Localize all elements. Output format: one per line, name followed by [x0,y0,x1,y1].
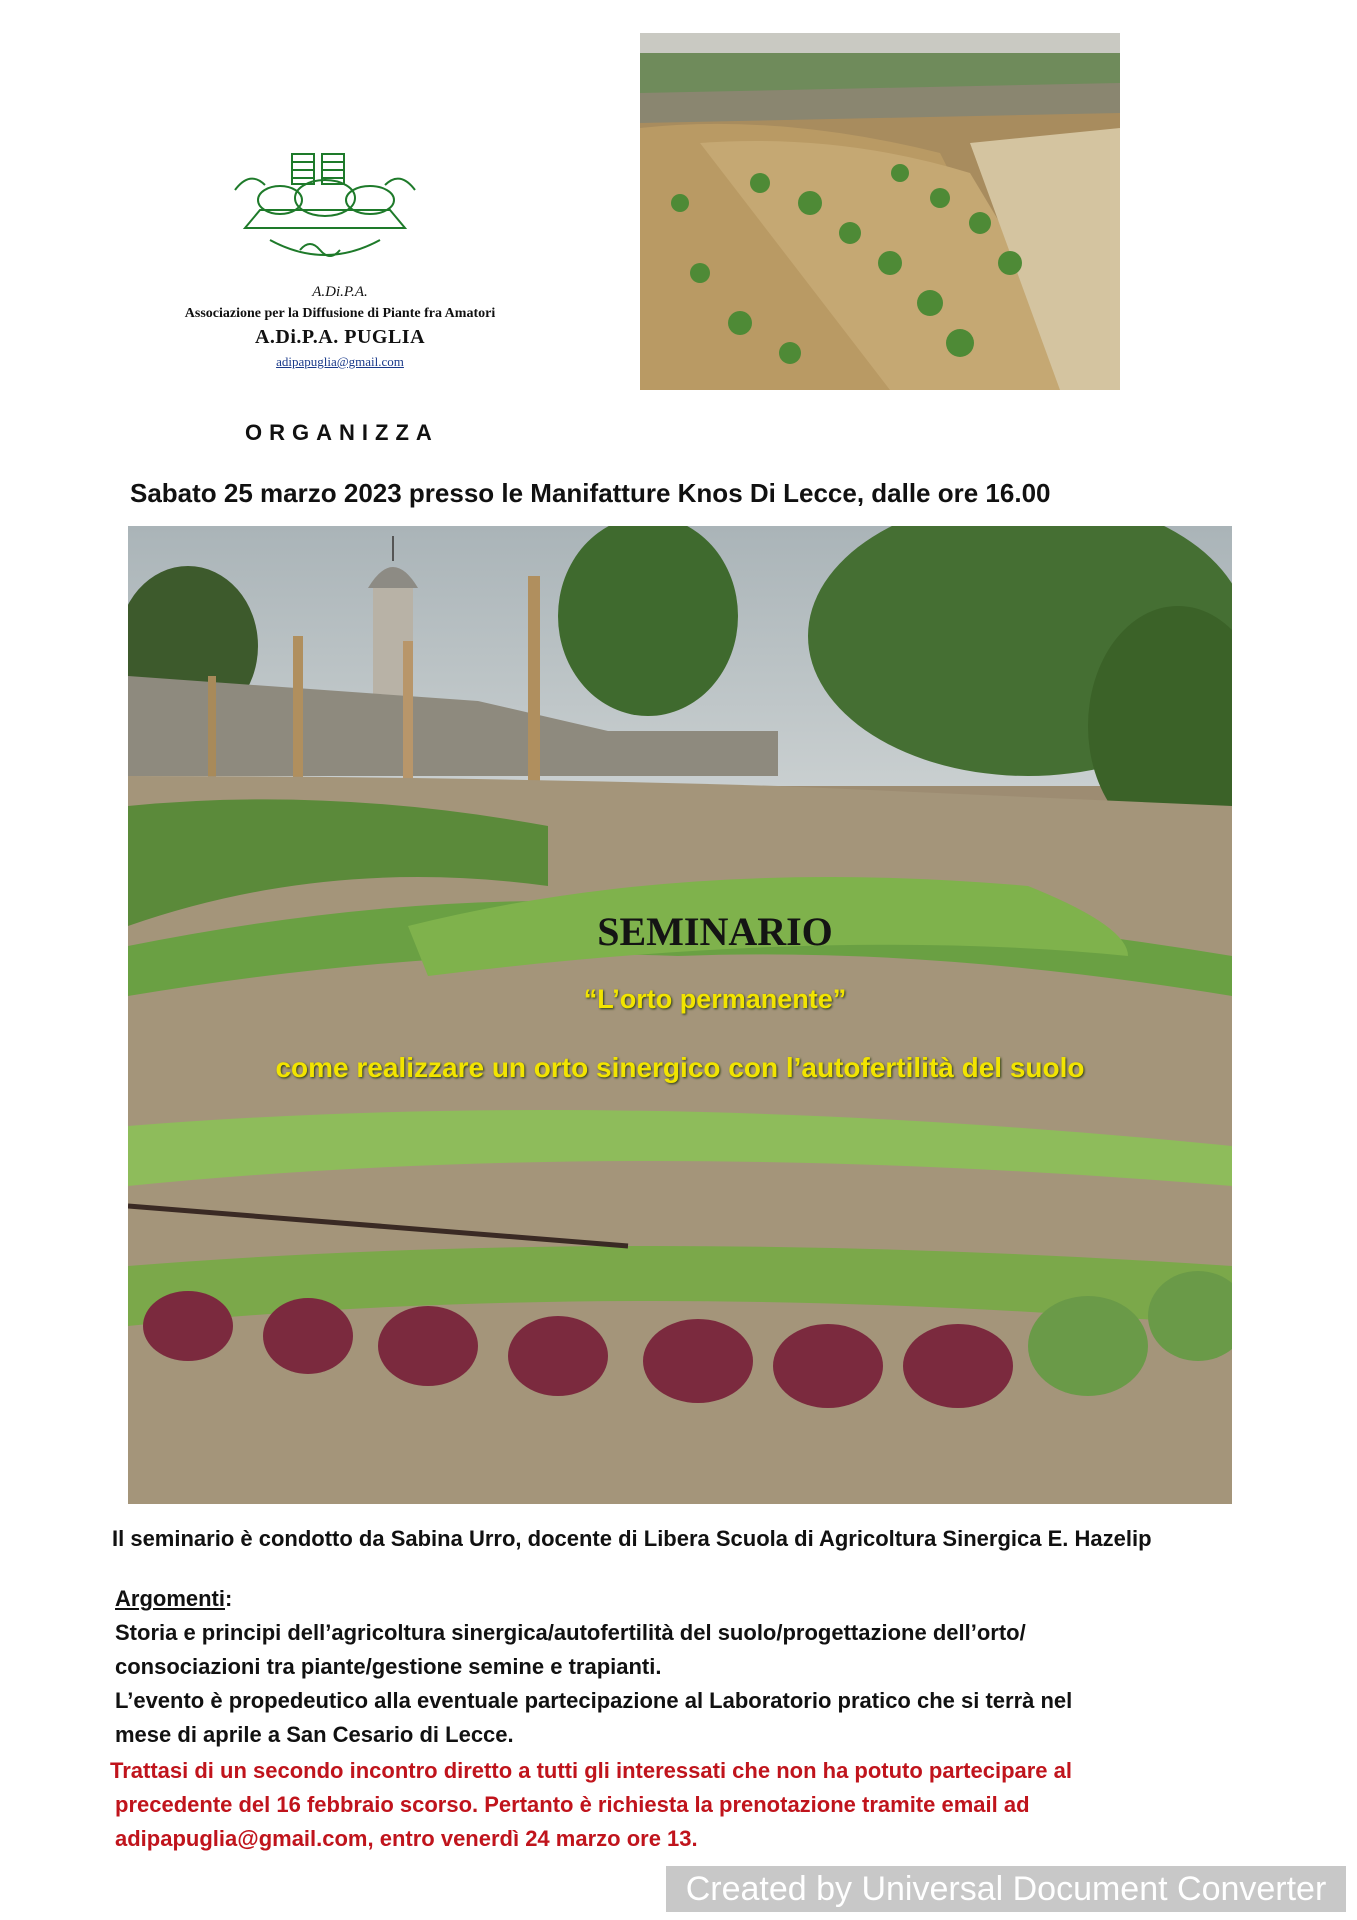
association-title: A.Di.P.A. PUGLIA [254,326,426,348]
topics-heading-colon: : [225,1586,233,1611]
seminar-title: SEMINARIO [597,909,833,954]
notice-line-1: Trattasi di un secondo incontro diretto a tutti gli interessati che non ha potuto partecipare al [110,1758,1073,1783]
garden-beds-photo [640,33,1120,390]
conductor-line: Il seminario è condotto da Sabina Urro, docente di Libera Scuola di Agricoltura Sinergica E. Hazelip [112,1526,1152,1551]
logo-abbreviation: A.Di.P.A. [312,284,368,300]
association-full-name: Associazione per la Diffusione di Piante fra Amatori [184,306,496,321]
topics-line-2: consociazioni tra piante/gestione semine e trapianti. [115,1654,662,1679]
notice-line-2: precedente del 16 febbraio scorso. Pertanto è richiesta la prenotazione tramite email ad [115,1792,1030,1817]
organizza-heading: ORGANIZZA [245,420,439,445]
topics-line-4: mese di aprile a San Cesario di Lecce. [115,1722,514,1747]
seminar-subtitle: “L’orto permanente” [583,984,847,1014]
topics-line-1: Storia e principi dell’agricoltura sinergica/autofertilità del suolo/progettazione dell’orto/ [115,1620,1026,1645]
synergic-garden-photo [128,526,1232,1504]
topics-line-3: L’evento è propedeutico alla eventuale partecipazione al Laboratorio pratico che si terrà nel [115,1688,1073,1713]
association-logo [230,150,420,280]
event-date-location: Sabato 25 marzo 2023 presso le Manifatture Knos Di Lecce, dalle ore 16.00 [130,478,1051,508]
converter-watermark: Created by Universal Document Converter [666,1866,1346,1912]
topics-heading [115,1586,232,1612]
topics-heading-label: Argomenti [115,1586,225,1611]
seminar-description: come realizzare un orto sinergico con l’autofertilità del suolo [275,1052,1085,1083]
association-email-link[interactable]: adipapuglia@gmail.com [276,354,404,369]
notice-line-3: adipapuglia@gmail.com, entro venerdì 24 marzo ore 13. [115,1826,698,1851]
